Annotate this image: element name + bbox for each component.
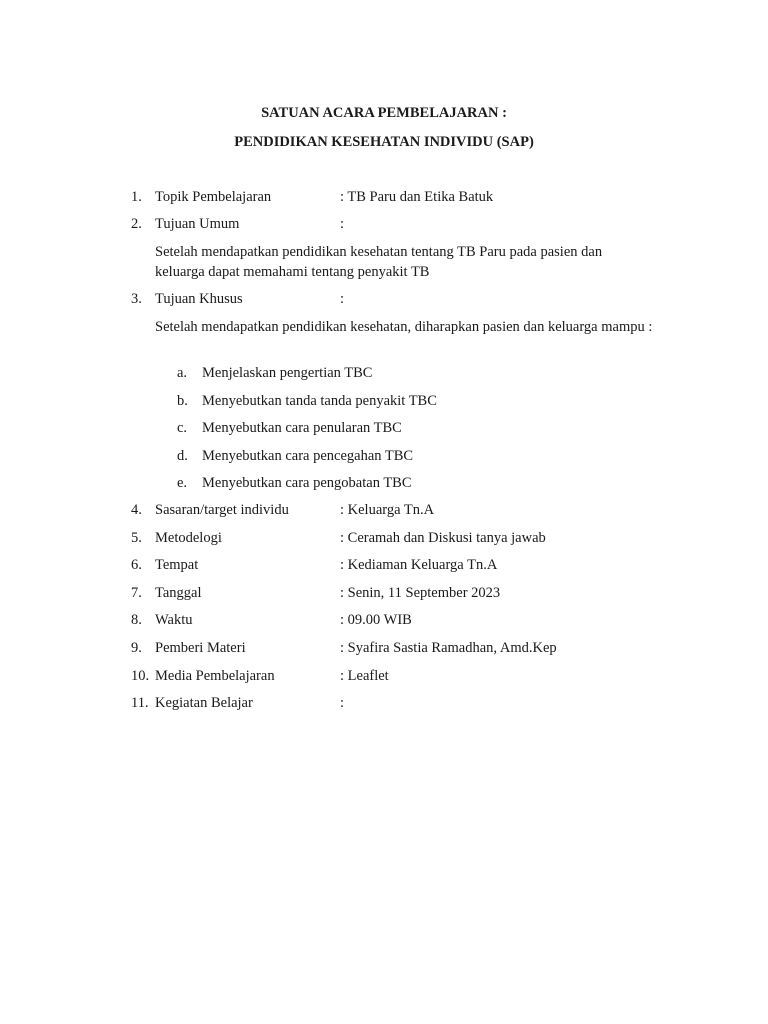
sub-item-text: Menyebutkan cara penularan TBC [202,420,402,436]
sub-item-letter: b. [177,393,188,409]
item-number: 7. [131,585,142,601]
sub-item-text: Menjelaskan pengertian TBC [202,365,373,381]
sub-list-item [0,418,768,438]
item-value: : [340,291,345,307]
item-value: : Leaflet [340,668,389,684]
sub-item-text: Menyebutkan cara pengobatan TBC [202,475,412,491]
sub-list-item [0,391,768,411]
item-value: : Syafira Sastia Ramadhan, Amd.Kep [340,640,557,656]
list-item [0,693,768,713]
item-value: : 09.00 WIB [340,612,412,628]
item-number: 3. [131,291,142,307]
list-item [0,528,768,548]
list-item [0,500,768,520]
item-label: Topik Pembelajaran [155,189,272,205]
sub-item-letter: a. [177,365,188,381]
item-label: Waktu [155,612,193,628]
list-item [0,610,768,630]
sub-list-item [0,363,768,383]
item-number: 1. [131,189,142,205]
list-item [0,289,768,309]
item-label: Tujuan Khusus [155,291,243,307]
sub-item-text: Menyebutkan tanda tanda penyakit TBC [202,393,437,409]
item-number: 6. [131,557,142,573]
item-label: Tujuan Umum [155,216,240,232]
item-label: Pemberi Materi [155,640,246,656]
sub-list-item [0,446,768,466]
item-label: Media Pembelajaran [155,668,275,684]
item-value: : Senin, 11 September 2023 [340,585,501,601]
tujuan-khusus-paragraph: Setelah mendapatkan pendidikan kesehatan, diharapkan pasien dan keluarga mampu : [155,319,653,335]
sub-item-letter: d. [177,448,188,464]
list-item [0,187,768,207]
list-item [0,555,768,575]
item-label: Kegiatan Belajar [155,695,253,711]
item-number: 9. [131,640,142,656]
list-item [0,214,768,234]
sub-item-letter: c. [177,420,188,436]
item-value: : [340,695,345,711]
item-number: 2. [131,216,142,232]
item-value: : Ceramah dan Diskusi tanya jawab [340,530,546,546]
item-label: Metodelogi [155,530,222,546]
item-number: 4. [131,502,142,518]
tujuan-umum-paragraph: Setelah mendapatkan pendidikan kesehatan tentang TB Paru pada pasien dan keluarga dapat memahami tentang penyakit TB [155,244,603,280]
sub-list-item [0,473,768,493]
item-number: 11. [131,695,149,711]
item-value: : Keluarga Tn.A [340,502,435,518]
item-label: Sasaran/target individu [155,502,289,518]
item-number: 10. [131,668,150,684]
list-item [0,666,768,686]
document-title: SATUAN ACARA PEMBELAJARAN : [261,105,507,121]
item-number: 5. [131,530,142,546]
item-value: : Kediaman Keluarga Tn.A [340,557,498,573]
item-value: : TB Paru dan Etika Batuk [340,189,494,205]
item-value: : [340,216,345,232]
sub-item-letter: e. [177,475,188,491]
list-item [0,638,768,658]
item-number: 8. [131,612,142,628]
list-item [0,583,768,603]
item-label: Tanggal [155,585,202,601]
sub-item-text: Menyebutkan cara pencegahan TBC [202,448,414,464]
item-label: Tempat [155,557,199,573]
document-subtitle: PENDIDIKAN KESEHATAN INDIVIDU (SAP) [234,134,534,150]
